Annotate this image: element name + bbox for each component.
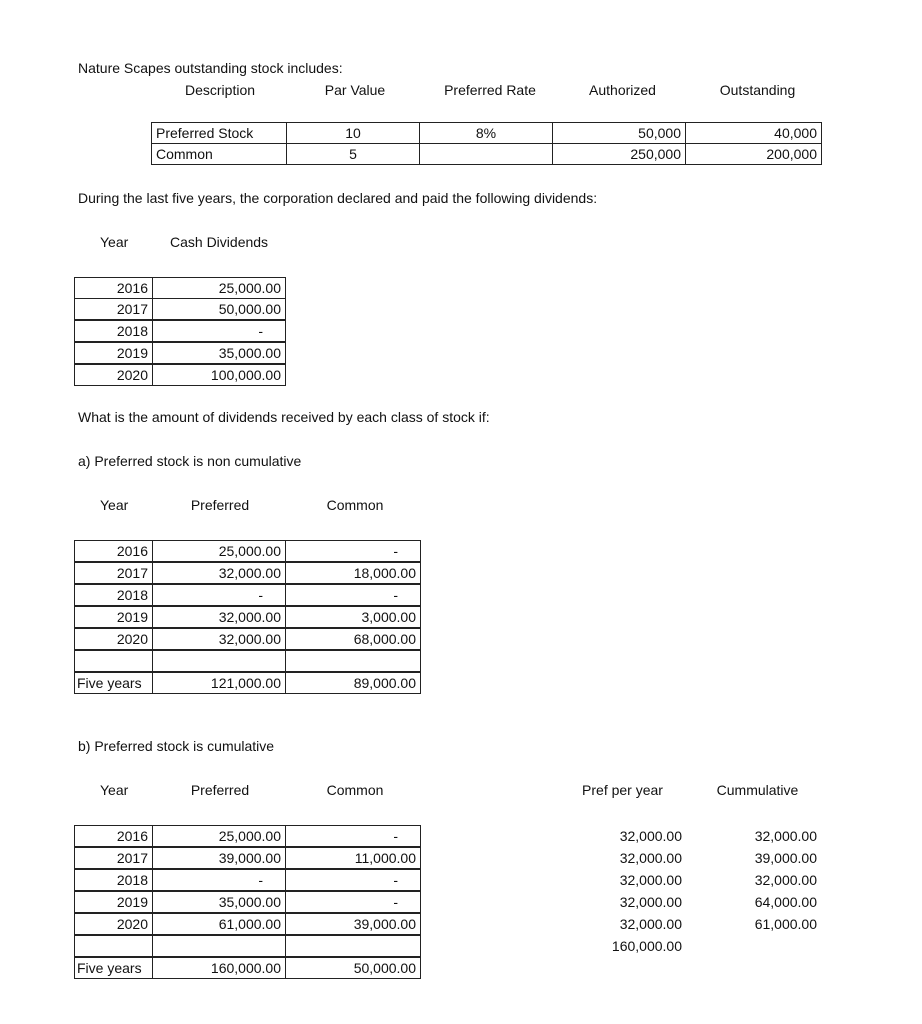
- a-blank-cell: [285, 650, 421, 672]
- a-blank-cell: [152, 650, 286, 672]
- b-pref-cell: -: [152, 869, 286, 891]
- a-pref-cell: 32,000.00: [152, 562, 286, 584]
- stock-auth-cell: 50,000: [552, 122, 686, 144]
- a-total-pref: 121,000.00: [152, 672, 286, 694]
- stock-rate-cell: 8%: [419, 122, 553, 144]
- b-common-cell: 39,000.00: [285, 913, 421, 935]
- b-blank-cell: [285, 935, 421, 957]
- div-year-cell: 2020: [74, 364, 153, 386]
- stock-rate-cell: [419, 143, 553, 165]
- stock-out-cell: 200,000: [685, 143, 822, 165]
- stock-auth-cell: 250,000: [552, 143, 686, 165]
- stock-out-cell: 40,000: [685, 122, 822, 144]
- b-blank-cell: [74, 935, 153, 957]
- b-common-cell: -: [285, 869, 421, 891]
- div-year-cell: 2016: [74, 277, 153, 299]
- a-common-cell: 68,000.00: [285, 628, 421, 650]
- b-pref-cell: 61,000.00: [152, 913, 286, 935]
- part-b-header-pref-per-year: Pref per year: [582, 782, 663, 798]
- pref-per-year-value: 32,000.00: [619, 828, 682, 844]
- stock-header-outstanding: Outstanding: [719, 82, 796, 98]
- a-year-cell: 2017: [74, 562, 153, 584]
- a-total-common: 89,000.00: [285, 672, 421, 694]
- part-b-header-preferred: Preferred: [190, 782, 250, 798]
- cumulative-value: 61,000.00: [754, 916, 817, 932]
- pref-per-year-value: 32,000.00: [619, 872, 682, 888]
- a-pref-cell: -: [152, 584, 286, 606]
- a-pref-cell: 25,000.00: [152, 540, 286, 562]
- part-b-header-common: Common: [326, 782, 384, 798]
- a-year-cell: 2019: [74, 606, 153, 628]
- a-pref-cell: 32,000.00: [152, 628, 286, 650]
- b-year-cell: 2016: [74, 825, 153, 847]
- cumulative-value: 32,000.00: [754, 872, 817, 888]
- part-a-header-year: Year: [100, 497, 129, 513]
- a-blank-cell: [74, 650, 153, 672]
- stock-header-preferred-rate: Preferred Rate: [444, 82, 536, 98]
- div-amount-cell: 100,000.00: [152, 364, 286, 386]
- cumulative-value: 64,000.00: [754, 894, 817, 910]
- a-common-cell: -: [285, 540, 421, 562]
- b-pref-cell: 25,000.00: [152, 825, 286, 847]
- part-b-title: b) Preferred stock is cumulative: [78, 738, 275, 754]
- div-header-cash: Cash Dividends: [170, 234, 269, 250]
- stock-par-cell: 10: [286, 122, 420, 144]
- b-pref-cell: 39,000.00: [152, 847, 286, 869]
- cumulative-value: 32,000.00: [754, 828, 817, 844]
- a-common-cell: 18,000.00: [285, 562, 421, 584]
- div-amount-cell: -: [152, 320, 286, 342]
- a-year-cell: 2016: [74, 540, 153, 562]
- part-a-header-common: Common: [326, 497, 384, 513]
- dividends-intro-text: During the last five years, the corporation declared and paid the following dividends:: [78, 190, 598, 206]
- intro-text: Nature Scapes outstanding stock includes:: [78, 60, 343, 76]
- stock-par-cell: 5: [286, 143, 420, 165]
- div-header-year: Year: [100, 234, 129, 250]
- cumulative-value: 39,000.00: [754, 850, 817, 866]
- part-b-header-year: Year: [100, 782, 129, 798]
- stock-desc-cell: Preferred Stock: [151, 122, 287, 144]
- stock-desc-cell: Common: [151, 143, 287, 165]
- a-pref-cell: 32,000.00: [152, 606, 286, 628]
- b-total-pref: 160,000.00: [152, 957, 286, 979]
- a-total-label: Five years: [74, 672, 153, 694]
- b-year-cell: 2019: [74, 891, 153, 913]
- part-a-header-preferred: Preferred: [190, 497, 250, 513]
- part-a-title: a) Preferred stock is non cumulative: [78, 453, 302, 469]
- div-amount-cell: 35,000.00: [152, 342, 286, 364]
- b-total-label: Five years: [74, 957, 153, 979]
- b-pref-cell: 35,000.00: [152, 891, 286, 913]
- div-amount-cell: 25,000.00: [152, 277, 286, 299]
- b-blank-cell: [152, 935, 286, 957]
- b-common-cell: 11,000.00: [285, 847, 421, 869]
- pref-per-year-value: 32,000.00: [619, 850, 682, 866]
- question-text: What is the amount of dividends received by each class of stock if:: [78, 409, 490, 425]
- b-year-cell: 2020: [74, 913, 153, 935]
- part-b-header-cumulative: Cummulative: [716, 782, 799, 798]
- a-year-cell: 2018: [74, 584, 153, 606]
- b-common-cell: -: [285, 891, 421, 913]
- div-year-cell: 2018: [74, 320, 153, 342]
- b-common-cell: -: [285, 825, 421, 847]
- b-year-cell: 2018: [74, 869, 153, 891]
- pref-per-year-value: 32,000.00: [619, 894, 682, 910]
- a-common-cell: -: [285, 584, 421, 606]
- pref-per-year-total: 160,000.00: [611, 938, 682, 954]
- stock-header-par-value: Par Value: [324, 82, 386, 98]
- b-year-cell: 2017: [74, 847, 153, 869]
- pref-per-year-value: 32,000.00: [619, 916, 682, 932]
- stock-header-description: Description: [184, 82, 256, 98]
- stock-header-authorized: Authorized: [589, 82, 656, 98]
- div-amount-cell: 50,000.00: [152, 298, 286, 320]
- a-year-cell: 2020: [74, 628, 153, 650]
- div-year-cell: 2017: [74, 298, 153, 320]
- div-year-cell: 2019: [74, 342, 153, 364]
- b-total-common: 50,000.00: [285, 957, 421, 979]
- a-common-cell: 3,000.00: [285, 606, 421, 628]
